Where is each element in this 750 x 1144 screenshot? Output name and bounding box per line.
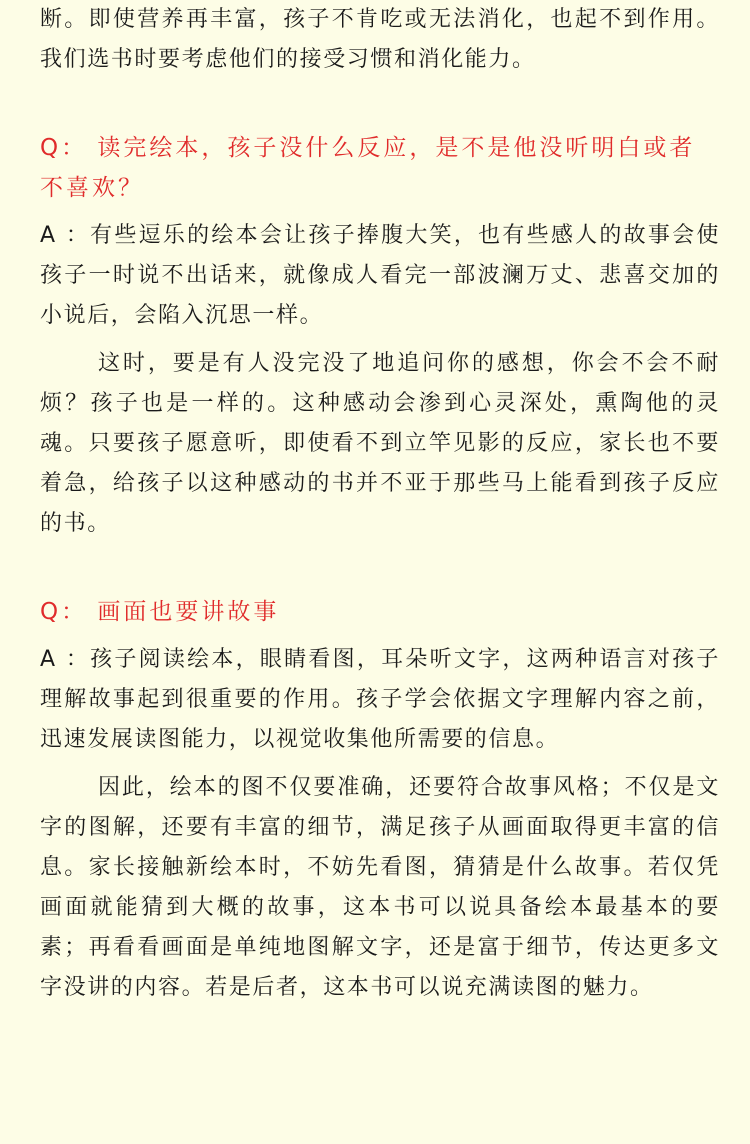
spacer <box>40 760 720 768</box>
answer-paragraph-1: A ：有些逗乐的绘本会让孩子捧腹大笑，也有些感人的故事会使孩子一时说不出话来，就像成人看完一部波澜万丈、悲喜交加的小说后，会陷入沉思一样。 <box>40 223 720 328</box>
spacer <box>40 544 720 592</box>
answer-paragraph-2: A ：孩子阅读绘本，眼睛看图，耳朵听文字，这两种语言对孩子理解故事起到很重要的作用。孩子学会依据文字理解内容之前，迅速发展读图能力，以视觉收集他所需要的信息。 <box>40 647 720 752</box>
body-paragraph-1: 这时，要是有人没完没了地追问你的感想，你会不会不耐烦？孩子也是一样的。这种感动会渗到心灵深处，熏陶他的灵魂。只要孩子愿意听，即使看不到立竿见影的反应，家长也不要着急，给孩子以这种感动的书并不亚于那些马上能看到孩子反应的书。 <box>40 351 720 536</box>
intro-paragraph: 断。即使营养再丰富，孩子不肯吃或无法消化，也起不到作用。我们选书时要考虑他们的接受习惯和消化能力。 <box>40 7 720 72</box>
question-heading-1: Q： 读完绘本，孩子没什么反应，是不是他没听明白或者不喜欢？ <box>40 135 696 201</box>
spacer <box>40 80 720 128</box>
spacer <box>40 208 720 216</box>
question-heading-2: Q： 画面也要讲故事 <box>40 599 280 625</box>
article-body <box>40 0 720 1008</box>
spacer <box>40 632 720 640</box>
body-paragraph-2: 因此，绘本的图不仅要准确，还要符合故事风格；不仅是文字的图解，还要有丰富的细节，满足孩子从画面取得更丰富的信息。家长接触新绘本时，不妨先看图，猜猜是什么故事。若仅凭画面就能猜到大概的故事，这本书可以说具备绘本最基本的要素；再看看画面是单纯地图解文字，还是富于细节，传达更多文字没讲的内容。若是后者，这本书可以说充满读图的魅力。 <box>40 775 720 1000</box>
spacer <box>40 336 720 344</box>
